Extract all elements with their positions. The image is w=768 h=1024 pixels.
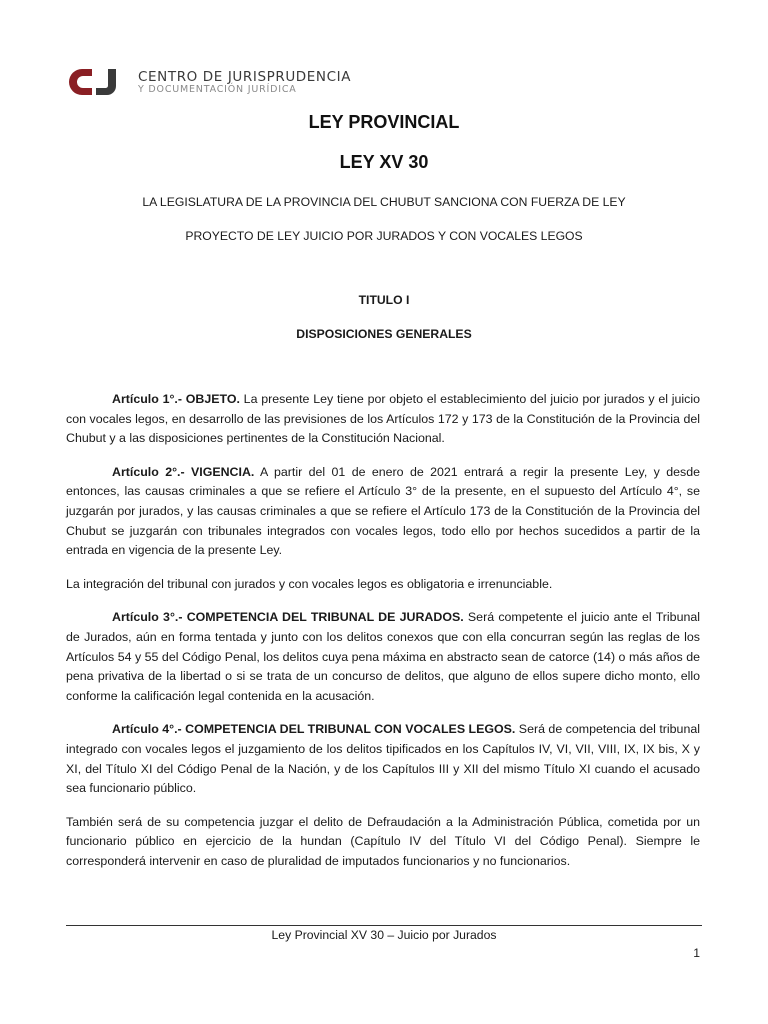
article-4-heading: Artículo 4°.- COMPETENCIA DEL TRIBUNAL CON VOCALES LEGOS. bbox=[112, 722, 516, 737]
article-4-extra: También será de su competencia juzgar el delito de Defraudación a la Administración Pública, cometida por un funcionario público en ejercicio de la hundan (Capítulo IV del Título VI del Código Penal). Siempre le corresponderá intervenir en caso de pluralidad de imputados funcionarios y no funcionarios. bbox=[66, 814, 700, 868]
article-3 bbox=[66, 608, 700, 706]
footer-divider bbox=[66, 925, 702, 926]
article-3-heading: Artículo 3°.- COMPETENCIA DEL TRIBUNAL DE JURADOS. bbox=[112, 610, 464, 625]
header-logo bbox=[66, 62, 351, 102]
page-number: 1 bbox=[693, 946, 700, 960]
footer-text: Ley Provincial XV 30 – Juicio por Jurados bbox=[271, 928, 497, 942]
law-number: LEY XV 30 bbox=[339, 152, 429, 172]
article-2 bbox=[66, 463, 700, 561]
logo-subtitle: Y DOCUMENTACIÓN JURÍDICA bbox=[138, 83, 297, 95]
article-2-text: A partir del 01 de enero de 2021 entrará a regir la presente Ley, y desde entonces, las causas criminales a que se refiere el Artículo 3° de la presente, en el supuesto del Artículo 4°, se juzgarán por jurados, y las causas criminales a que se refiere el Artículo 173 de la Constitución de la Provincia del Chubut se juzgarán con tribunales integrados con vocales legos, todo ello por hechos sucedidos a partir de la entrada en vigencia de la presente Ley. bbox=[66, 464, 700, 558]
document-title: LEY PROVINCIAL bbox=[308, 112, 460, 132]
article-1-heading: Artículo 1°.- OBJETO. bbox=[112, 392, 240, 406]
article-2-heading: Artículo 2°.- VIGENCIA. bbox=[112, 464, 255, 479]
document-body bbox=[66, 390, 700, 885]
titulo-heading: TITULO I bbox=[358, 293, 410, 307]
article-2-extra: La integración del tribunal con jurados y con vocales legos es obligatoria e irrenunciable. bbox=[66, 576, 553, 591]
cj-logo-icon bbox=[66, 66, 128, 98]
article-4-text: Será de competencia del tribunal integrado con vocales legos el juzgamiento de los delitos tipificados en los Capítulos IV, VI, VII, VIII, IX, IX bis, X y XI, del Título XI del Código Penal de la Nación, y de los Capítulos III y XII del mismo Título XI cuando el acusado sea funcionario público. bbox=[66, 722, 700, 796]
article-1-text: La presente Ley tiene por objeto el establecimiento del juicio por jurados y el juicio con vocales legos, en desarrollo de las previsiones de los Artículos 172 y 173 de la Constitución de la Provincia del Chubut y a las disposiciones pertinentes de la Constitución Nacional. bbox=[66, 392, 700, 446]
article-1 bbox=[66, 390, 700, 449]
article-4 bbox=[66, 720, 700, 798]
article-3-text: Será competente el juicio ante el Tribunal de Jurados, aún en forma tentada y junto con los delitos conexos que con ella concurran según las reglas de los Artículos 54 y 55 del Código Penal, los delitos cuya pena máxima en abstracto sean de catorce (14) o más años de pena privativa de la libertad o si se trata de un concurso de delitos, que alguno de ellos supere dicho monto, ello conforme la calificación legal contenida en la acusación. bbox=[66, 610, 700, 703]
sanction-line: LA LEGISLATURA DE LA PROVINCIA DEL CHUBUT SANCIONA CON FUERZA DE LEY bbox=[142, 195, 626, 209]
logo-title: CENTRO DE JURISPRUDENCIA bbox=[138, 68, 352, 85]
section-heading: DISPOSICIONES GENERALES bbox=[296, 327, 472, 341]
project-line: PROYECTO DE LEY JUICIO POR JURADOS Y CON VOCALES LEGOS bbox=[185, 229, 583, 243]
